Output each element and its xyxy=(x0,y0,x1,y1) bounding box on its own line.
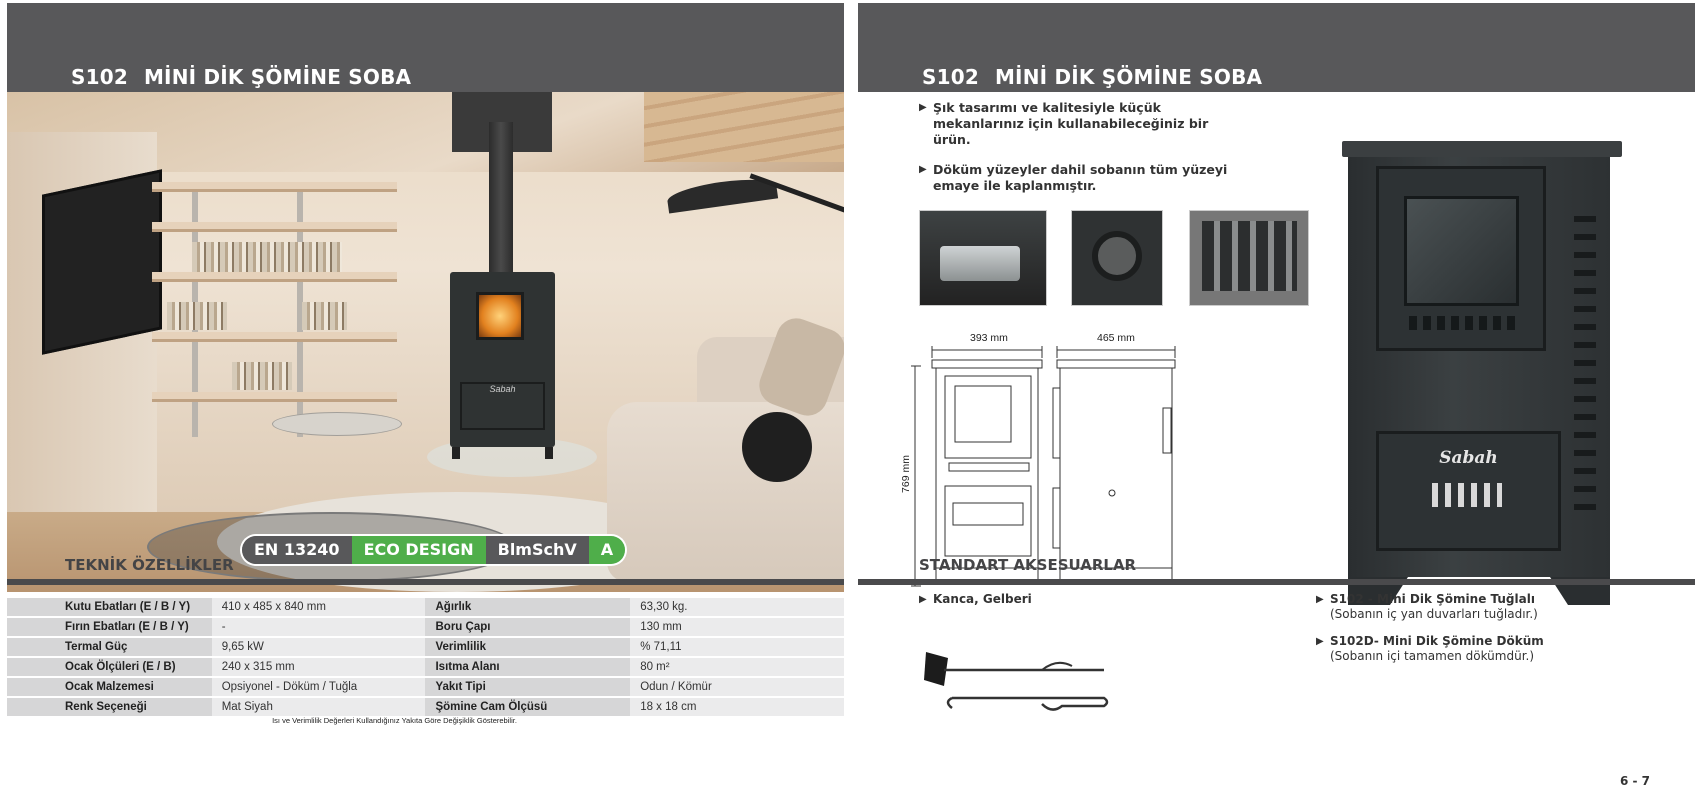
section-title-technical: TEKNİK ÖZELLİKLER xyxy=(65,556,234,574)
stove-logo: Sabah xyxy=(489,384,516,394)
books xyxy=(167,302,227,330)
page-title xyxy=(922,65,1262,89)
feature-text: Şık tasarımı ve kalitesiyle küçük mekanlarınız için kullanabileceğiniz bir ürün. xyxy=(933,100,1209,147)
spec-value: 80 m² xyxy=(630,658,844,676)
spec-label: Isıtma Alanı xyxy=(425,658,630,676)
spec-row xyxy=(7,678,844,696)
right-page xyxy=(858,3,1695,799)
stove-glass-window xyxy=(1404,196,1519,306)
spec-label: Renk Seçeneği xyxy=(7,698,212,716)
dimension-width: 393 mm xyxy=(970,332,1008,344)
accessory-item xyxy=(919,592,1032,607)
title-name: MİNİ DİK ŞÖMİNE SOBA xyxy=(143,65,412,89)
detail-photo-oven-tray xyxy=(919,210,1047,306)
spec-row xyxy=(7,698,844,716)
section-rule xyxy=(7,579,844,585)
dimension-depth: 465 mm xyxy=(1097,332,1135,344)
spec-label: Fırın Ebatları (E / B / Y) xyxy=(7,618,212,636)
spec-row xyxy=(7,658,844,676)
feature-text: Döküm yüzeyler dahil sobanın tüm yüzeyi emaye ile kaplanmıştır. xyxy=(933,162,1228,193)
cert-eco-design: ECO DESIGN xyxy=(352,536,486,564)
triangle-bullet-icon: ▶ xyxy=(919,164,927,175)
title-model: S102 xyxy=(922,65,979,89)
stove-vent-slots xyxy=(1409,316,1519,330)
cert-blmschv: BlmSchV xyxy=(486,536,589,564)
spec-value: 410 x 485 x 840 mm xyxy=(212,598,426,616)
shelf xyxy=(152,332,397,342)
triangle-bullet-icon: ▶ xyxy=(1316,636,1324,647)
spec-row xyxy=(7,618,844,636)
detail-photo-firebox xyxy=(1189,210,1309,306)
spec-table xyxy=(7,596,844,718)
variant-title: S102D- Mini Dik Şömine Döküm xyxy=(1330,634,1544,648)
feature-bullet xyxy=(919,162,1249,194)
detail-photo-air-vent xyxy=(1071,210,1163,306)
spec-value: 63,30 kg. xyxy=(630,598,844,616)
hook-poker-icon xyxy=(922,648,1112,718)
spec-row xyxy=(7,638,844,656)
spec-value: 130 mm xyxy=(630,618,844,636)
spec-label: Boru Çapı xyxy=(425,618,630,636)
shelf xyxy=(152,392,397,402)
spec-value: 9,65 kW xyxy=(212,638,426,656)
spec-value: Odun / Kömür xyxy=(630,678,844,696)
stove-in-room xyxy=(450,272,555,447)
title-model: S102 xyxy=(71,65,128,89)
stove-top-plate xyxy=(1342,141,1622,157)
fire-window xyxy=(476,292,524,340)
tv-screen xyxy=(42,169,162,355)
shelf xyxy=(152,182,397,192)
lamp-base xyxy=(742,412,812,482)
stove-side-fins xyxy=(1574,216,1596,516)
triangle-bullet-icon: ▶ xyxy=(1316,594,1324,605)
page-number: 6 - 7 xyxy=(1619,774,1650,788)
spec-row xyxy=(7,598,844,616)
section-rule xyxy=(858,579,1695,585)
books xyxy=(302,302,347,330)
shelf xyxy=(152,272,397,282)
stove-air-slots xyxy=(1432,483,1502,507)
accessory-text: Kanca, Gelberi xyxy=(933,592,1032,606)
stove-product-photo xyxy=(1334,136,1624,606)
spec-label: Şömine Cam Ölçüsü xyxy=(425,698,630,716)
books xyxy=(192,242,342,272)
certification-badges xyxy=(242,536,625,564)
spec-value: Opsiyonel - Döküm / Tuğla xyxy=(212,678,426,696)
spec-value: - xyxy=(212,618,426,636)
spec-label: Verimlilik xyxy=(425,638,630,656)
hook-poker-illustration xyxy=(922,648,1112,718)
spec-label: Ocak Malzemesi xyxy=(7,678,212,696)
technical-drawing xyxy=(899,328,1197,593)
ceiling-wood xyxy=(644,92,844,162)
shelf xyxy=(152,222,397,232)
spec-label: Termal Güç xyxy=(7,638,212,656)
feature-bullet xyxy=(919,100,1249,148)
model-variant-item xyxy=(1316,592,1538,622)
variant-title: S102 - Mini Dik Şömine Tuğlalı xyxy=(1330,592,1535,606)
spec-value: 240 x 315 mm xyxy=(212,658,426,676)
page-title xyxy=(71,65,411,89)
books xyxy=(232,362,292,390)
triangle-bullet-icon: ▶ xyxy=(919,102,927,113)
stove-legs xyxy=(452,447,553,459)
spec-label: Ocak Ölçüleri (E / B) xyxy=(7,658,212,676)
spec-value: 18 x 18 cm xyxy=(630,698,844,716)
left-page xyxy=(7,3,844,799)
side-table xyxy=(272,412,402,436)
flue-pipe xyxy=(489,122,513,272)
feature-bullets xyxy=(919,100,1249,208)
spec-value: % 71,11 xyxy=(630,638,844,656)
variant-subtitle: (Sobanın içi tamamen dökümdür.) xyxy=(1330,649,1535,663)
sofa xyxy=(607,402,844,582)
spec-value: Mat Siyah xyxy=(212,698,426,716)
triangle-bullet-icon: ▶ xyxy=(919,594,927,605)
section-title-accessories: STANDART AKSESUARLAR xyxy=(919,556,1137,574)
footnote: Isı ve Verimlilik Değerleri Kullandığınız Yakıta Göre Değişiklik Gösterebilir. xyxy=(272,716,517,725)
spec-label: Kutu Ebatları (E / B / Y) xyxy=(7,598,212,616)
technical-drawing-svg xyxy=(907,328,1197,593)
spec-label: Ağırlık xyxy=(425,598,630,616)
cert-energy-class: A xyxy=(589,536,625,564)
dimension-height: 769 mm xyxy=(899,455,912,493)
model-variant-item xyxy=(1316,634,1544,664)
spec-label: Yakıt Tipi xyxy=(425,678,630,696)
title-name: MİNİ DİK ŞÖMİNE SOBA xyxy=(994,65,1263,89)
stove-brand-logo: Sabah xyxy=(1439,448,1498,468)
variant-subtitle: (Sobanın iç yan duvarları tuğladır.) xyxy=(1330,607,1538,621)
hero-room-photo xyxy=(7,92,844,592)
cert-en13240: EN 13240 xyxy=(242,536,352,564)
